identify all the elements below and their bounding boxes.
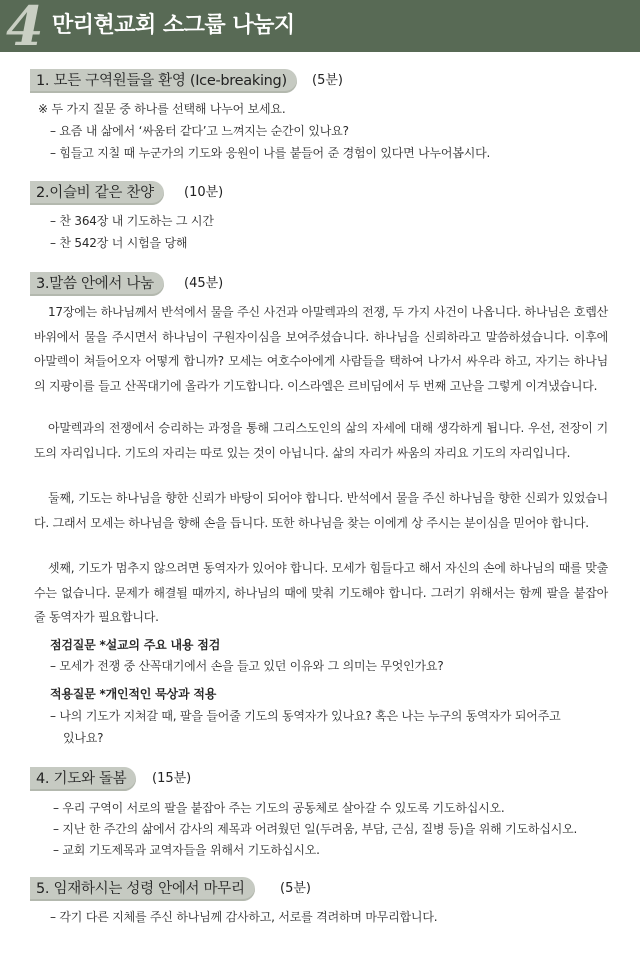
sermon-paragraph: 셋째, 기도가 멈추지 않으려면 동역자가 있어야 합니다. 모세가 힘들다고 해서 자신의 손에 하나님의 때를 맞출 수는 없습니다. 문제가 해결될 때까지, 하나님의 때에 맞춰 기도해야 합니다. 그러기 위해서는 함께 팔을 붙잡아줄 동역자가 필요합니다. (34, 561, 608, 624)
section-1-note: ※ 두 가지 질문 중 하나를 선택해 나누어 보세요. (38, 102, 286, 116)
section-5-title: 5. 임재하시는 성령 안에서 마무리 (30, 877, 255, 901)
sermon-paragraph: 아말렉과의 전쟁에서 승리하는 과정을 통해 그리스도인의 삶의 자세에 대해 생각하게 됩니다. 우선, 전장이 기도의 자리입니다. 기도의 자리는 따로 있는 것이 아닙니다. 삶의 자리가 싸움의 자리요 기도의 자리입니다. (34, 421, 608, 460)
sermon-paragraph: 둘째, 기도는 하나님을 향한 신뢰가 바탕이 되어야 합니다. 반석에서 물을 주신 하나님을 향한 신뢰가 있었습니다. 그래서 모세는 하나님을 향해 손을 듭니다. 또한 하나님을 찾는 이에게 상 주시는 분이심을 믿어야 합니다. (34, 491, 608, 530)
apply-question-label: 적용질문 *개인적인 묵상과 적용 (50, 687, 217, 701)
section-4-item: – 지난 한 주간의 삶에서 감사의 제목과 어려웠던 일(두려움, 부담, 근심, 질병 등)을 위해 기도하십시오. (53, 822, 578, 836)
section-1-title: 1. 모든 구역원들을 환영 (Ice-breaking) (30, 69, 297, 93)
section-5-item: – 각기 다른 지체를 주신 하나님께 감사하고, 서로를 격려하며 마무리합니다. (50, 910, 438, 924)
section-5-duration: (5분) (280, 881, 311, 896)
section-1-item: – 요즘 내 삶에서 ‘싸움터 같다’고 느껴지는 순간이 있나요? (50, 124, 349, 138)
section-2-item: – 찬 364장 내 기도하는 그 시간 (50, 214, 214, 228)
section-2-item: – 찬 542장 너 시험을 당해 (50, 236, 188, 250)
page-title: 만리현교회 소그룹 나눔지 (52, 13, 295, 38)
section-2-duration: (10분) (184, 185, 224, 200)
page-header (0, 0, 640, 58)
section-4-duration: (15분) (152, 771, 192, 786)
check-question-item: – 모세가 전쟁 중 산꼭대기에서 손을 들고 있던 이유와 그 의미는 무엇인가요? (50, 659, 444, 673)
sermon-paragraph: 17장에는 하나님께서 반석에서 물을 주신 사건과 아말렉과의 전쟁, 두 가지 사건이 나옵니다. 하나님은 호렙산 바위에서 물을 주시면서 하나님이 구원자이심을 보여주셨습니다. 하나님을 신뢰하라고 말씀하셨습니다. 이후에 아말렉이 쳐들어오자 어떻게 합니까? 모세는 여호수아에게 사람들을 택하여 나가서 싸우라 하고, 자기는 하나님의 지팡이를 들고 산꼭대기에 올라가 기도합니다. 이스라엘은 르비딤에서 두 번째 고난을 그렇게 이겨냈습니다. (34, 305, 608, 393)
section-4-item: – 교회 기도제목과 교역자들을 위해서 기도하십시오. (53, 843, 320, 857)
section-number: 4 (6, 0, 44, 58)
check-question-label: 점검질문 *설교의 주요 내용 점검 (50, 638, 221, 652)
section-2-title: 2.이슬비 같은 찬양 (30, 181, 164, 205)
section-1-item: – 힘들고 지칠 때 누군가의 기도와 응원이 나를 붙들어 준 경험이 있다면 나누어봅시다. (50, 146, 491, 160)
apply-question-item-cont: 있나요? (63, 731, 104, 745)
section-4-title: 4. 기도와 돌봄 (30, 767, 136, 791)
section-3-title: 3.말씀 안에서 나눔 (30, 272, 164, 296)
section-1-duration: (5분) (312, 73, 343, 88)
section-4-item: – 우리 구역이 서로의 팔을 붙잡아 주는 기도의 공동체로 살아갈 수 있도록 기도하십시오. (53, 801, 505, 815)
section-3-duration: (45분) (184, 276, 224, 291)
apply-question-item: – 나의 기도가 지쳐갈 때, 팔을 들어줄 기도의 동역자가 있나요? 혹은 나는 누구의 동역자가 되어주고 (50, 709, 561, 723)
